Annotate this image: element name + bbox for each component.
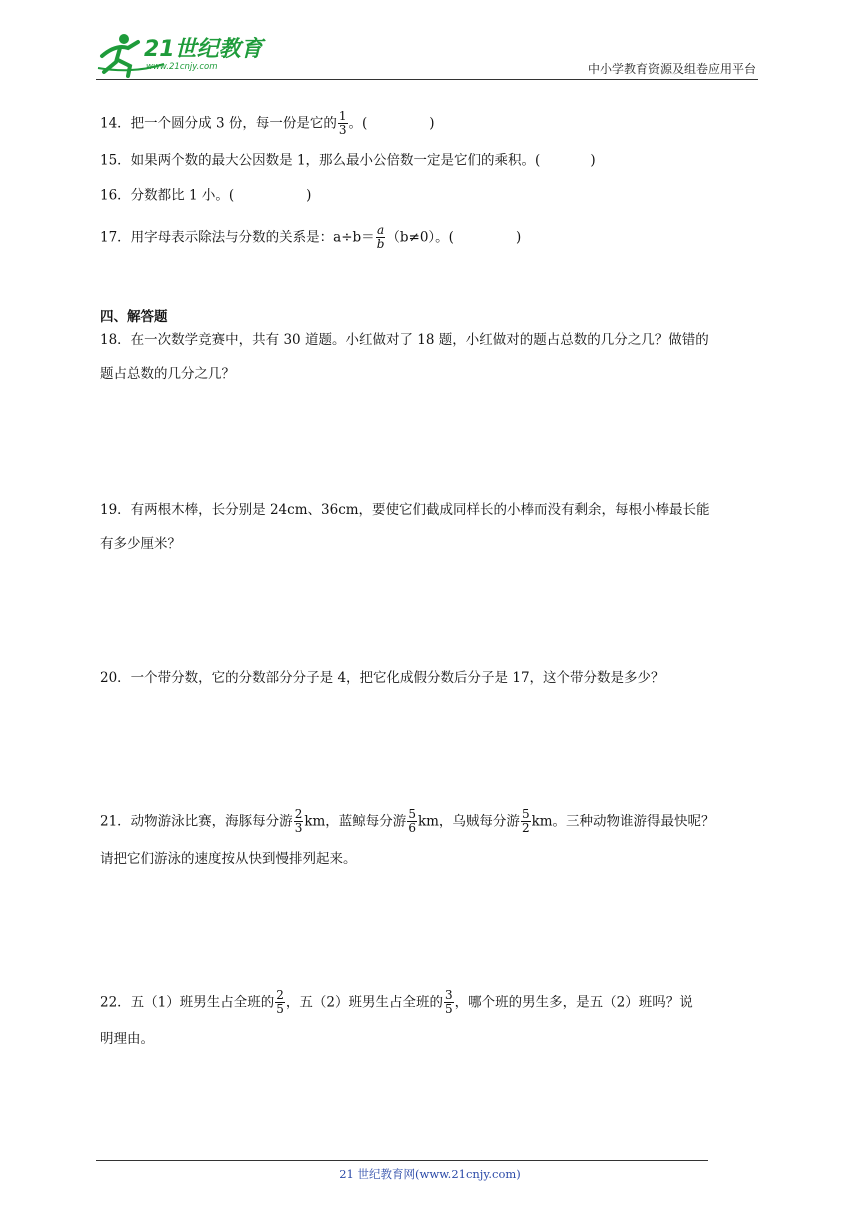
question-20: 20．一个带分数，它的分数部分分子是 4，把它化成假分数后分子是 17，这个带分数是多少？ xyxy=(100,670,665,686)
question-18-line2: 题占总数的几分之几？ xyxy=(100,366,235,382)
question-21-line1: 21．动物游泳比赛，海豚每分游 $\frac{2}{3}$ km，蓝鲸每分游 $\frac{5}{6}$ km，乌贼每分游 $\frac{5}{2}$ km。三种动物谁游得最快呢？ xyxy=(100,807,715,835)
question-19-line2: 有多少厘米？ xyxy=(100,536,181,552)
question-22-line1: 22．五（1）班男生占全班的 $\frac{2}{5}$ ，五（2）班男生占全班的 $\frac{3}{5}$ ，哪个班的男生多，是五（2）班吗？说 xyxy=(100,988,693,1016)
footer-divider xyxy=(96,1160,708,1161)
platform-name: 中小学教育资源及组卷应用平台 xyxy=(587,62,756,76)
section-heading: 四、解答题 xyxy=(100,309,168,325)
question-15: 15．如果两个数的最大公因数是 1，那么最小公倍数一定是它们的乘积。( ) xyxy=(100,152,596,169)
question-17: 17．用字母表示除法与分数的关系是：a÷b＝ $\frac{a}{b}$ （b≠0）。( ) xyxy=(100,223,522,251)
question-16: 16．分数都比 1 小。( ) xyxy=(100,187,312,204)
header-divider xyxy=(96,79,758,80)
logo-text: 21世纪教育 xyxy=(144,37,263,62)
logo-url: www.21cnjy.com xyxy=(146,62,218,72)
question-14: 14．把一个圆分成 3 份，每一份是它的 $\frac{1}{3}$ 。( ) xyxy=(100,109,435,137)
question-19-line1: 19．有两根木棒，长分别是 24cm、36cm，要使它们截成同样长的小棒而没有剩余，每根小棒最长能 xyxy=(100,502,710,518)
footer-link[interactable]: 21 世纪教育网(www.21cnjy.com) xyxy=(339,1167,521,1181)
question-22-line2: 明理由。 xyxy=(100,1031,154,1047)
question-18-line1: 18．在一次数学竞赛中，共有 30 道题。小红做对了 18 题，小红做对的题占总数的几分之几？做错的 xyxy=(100,332,709,348)
site-logo xyxy=(94,30,264,78)
question-21-line2: 请把它们游泳的速度按从快到慢排列起来。 xyxy=(100,851,357,867)
